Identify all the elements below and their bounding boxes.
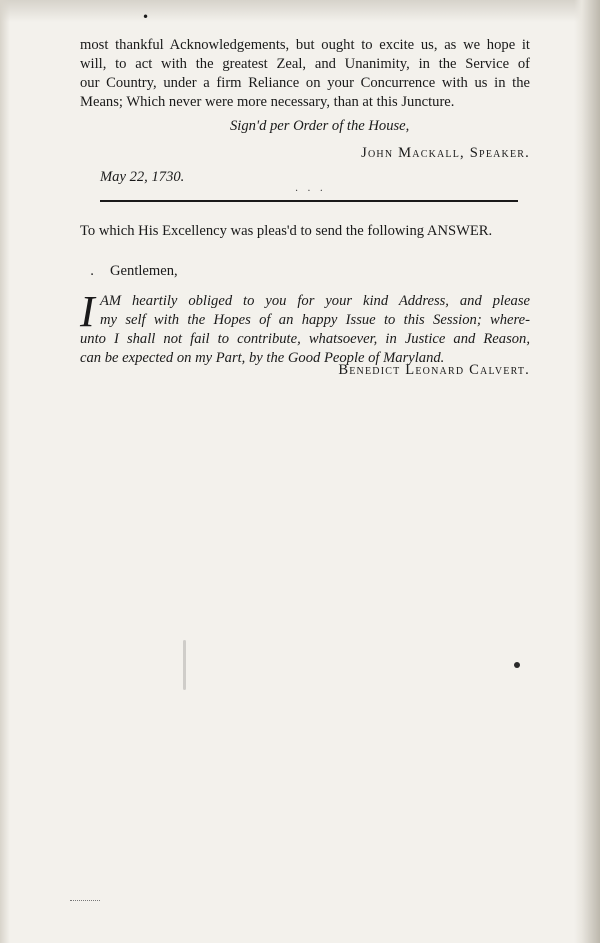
address-line: most thankful Acknowledgements, but ought to excite us, as we hope it [80, 37, 530, 53]
answer-line: AM heartily obliged to you for your kind Address, and please [100, 293, 530, 309]
rule-ornament: · · · [295, 186, 326, 197]
ink-mark: • [142, 10, 150, 24]
answer-paragraph [80, 292, 530, 368]
governor-signature: Benedict Leonard Calvert. [338, 362, 530, 378]
paper-smudge [70, 900, 100, 903]
drop-cap: I [80, 287, 95, 336]
answer-line: can be expected on my Part, by the Good People of Maryland. [80, 350, 445, 366]
address-line: our Country, under a firm Reliance on your Concurrence with us in the [80, 75, 530, 91]
address-line: Means; Which never were more necessary, than at this Juncture. [80, 94, 455, 110]
answer-line: unto I shall not fail to contribute, whatsoever, in Justice and Reason, [80, 331, 530, 347]
section-divider [100, 200, 518, 202]
address-line: will, to act with the greatest Zeal, and Unanimity, in the Service of [80, 56, 530, 72]
page-right-edge [574, 0, 600, 943]
address-date: May 22, 1730. [100, 169, 185, 185]
address-paragraph [80, 36, 530, 112]
speaker-signature: John Mackall, Speaker. [361, 145, 530, 161]
answer-line: my self with the Hopes of an happy Issue to this Session; where- [100, 312, 530, 328]
page-top-edge [0, 0, 600, 22]
page-left-edge [0, 0, 10, 943]
salutation: Gentlemen, [110, 263, 178, 279]
ink-speck [514, 662, 520, 668]
paper-crease [183, 640, 186, 690]
signed-order: Sign'd per Order of the House, [230, 118, 410, 134]
ink-mark: . [90, 264, 95, 279]
answer-heading: To which His Excellency was pleas'd to send the following ANSWER. [80, 223, 493, 239]
